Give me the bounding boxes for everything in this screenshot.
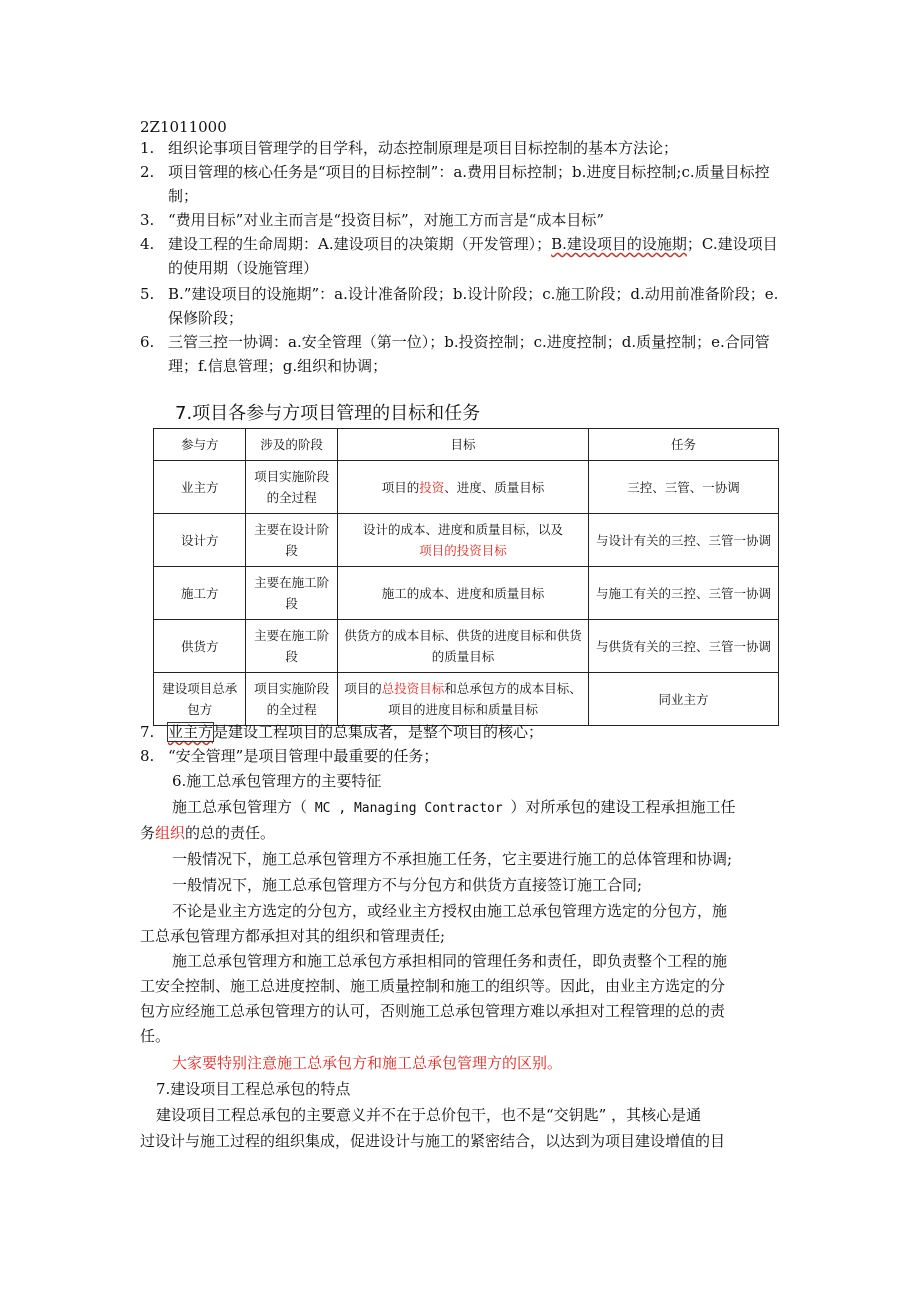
list-item-1 (140, 136, 780, 160)
column-header: 涉及的阶段 (246, 429, 337, 461)
table-row (154, 620, 779, 673)
table-row (154, 514, 779, 567)
list-number: 6. (140, 333, 155, 351)
text-part: 务 (140, 824, 156, 842)
party-cell: 供货方 (154, 620, 246, 673)
section-heading: 7.建设项目工程总承包的特点 (156, 1080, 351, 1098)
list-number: 2. (140, 163, 155, 181)
goal-text: 项目的 (381, 479, 420, 495)
task-cell: 同业主方 (589, 673, 779, 726)
table-row (154, 567, 779, 620)
list-number: 5. (140, 285, 155, 303)
list-number: 1. (140, 139, 155, 157)
stage-cell: 项目实施阶段的全过程 (246, 673, 337, 726)
stage-cell: 主要在施工阶段 (246, 567, 337, 620)
list-text-part: ；C.建设项目的使用期（设施管理） (168, 235, 778, 277)
list-text: “费用目标”对业主而言是“投资目标”，对施工方而言是“成本目标” (168, 211, 605, 229)
paragraph-line: 包方应经施工总承包管理方的认可，否则施工总承包管理方难以承担对工程管理的总的责 (140, 1002, 726, 1020)
list-number: 4. (140, 235, 155, 253)
list-item-4 (140, 232, 780, 280)
goal-cell (337, 673, 588, 726)
task-cell: 三控、三管、一协调 (589, 461, 779, 514)
paragraph-line: 不论是业主方选定的分包方，或经业主方授权由施工总承包管理方选定的分包方，施 (172, 902, 728, 920)
goal-cell: 施工的成本、进度和质量目标 (337, 567, 588, 620)
table-header-row (154, 429, 779, 461)
paragraph-line (140, 823, 275, 843)
list-text (168, 720, 783, 744)
table-row (154, 673, 779, 726)
goal-text: 项目的 (344, 681, 382, 696)
paragraph-line: 建设项目工程总承包的主要意义并不在于总价包干，也不是“交钥匙” ，其核心是通 (156, 1106, 702, 1124)
section-heading: 6.施工总承包管理方的主要特征 (172, 772, 382, 790)
list-item-5 (140, 282, 780, 330)
paragraph-line: 一般情况下，施工总承包管理方不承担施工任务，它主要进行施工的总体管理和协调; (172, 850, 733, 868)
list-text: 三管三控一协调：a.安全管理（第一位）；b.投资控制；c.进度控制；d.质量控制；e.合同管理；f.信息管理；g.组织和协调； (168, 333, 770, 375)
paragraph-line: 施工总承包管理方和施工总承包方承担相同的管理任务和责任，即负责整个工程的施 (172, 952, 728, 970)
list-number: 3. (140, 211, 155, 229)
column-header: 参与方 (154, 429, 246, 461)
underlined-phrase: B.建设项目的设施期 (551, 235, 687, 253)
section-code: 2Z1011000 (140, 118, 227, 136)
goal-text: 设计的成本、进度和质量目标，以及 (362, 522, 563, 537)
paragraph-line: 一般情况下，施工总承包管理方不与分包方和供货方直接签订施工合同; (172, 876, 643, 894)
highlight-text: 组织 (155, 824, 186, 842)
table-title: 7.项目各参与方项目管理的目标和任务 (175, 403, 481, 424)
paragraph-line: 过设计与施工过程的组织集成，促进设计与施工的紧密结合，以达到为项目建设增值的目 (140, 1132, 726, 1150)
party-cell: 建设项目总承包方 (154, 673, 246, 726)
task-cell: 与设计有关的三控、三管一协调 (589, 514, 779, 567)
task-cell: 与供货有关的三控、三管一协调 (589, 620, 779, 673)
paragraph-line: 工总承包管理方都承担对其的组织和管理责任; (140, 927, 446, 945)
list-text-part: 是建设工程项目的总集成者，是整个项目的核心； (213, 723, 544, 741)
column-header: 任务 (589, 429, 779, 461)
list-item-3 (140, 208, 780, 232)
list-number: 7. (140, 723, 155, 741)
text-part: ）对所承包的建设工程承担施工任 (510, 798, 736, 816)
text-part: 的总的责任。 (185, 824, 276, 842)
list-number: 8. (140, 747, 155, 765)
goal-text: 和总承包方的成本目标、项目的进度目标和质量目标 (387, 681, 582, 717)
goal-highlight: 总投资目标 (381, 681, 445, 696)
paragraph-line: 任。 (140, 1027, 171, 1045)
goals-tasks-table (153, 428, 779, 726)
table-row (154, 461, 779, 514)
party-cell: 业主方 (154, 461, 246, 514)
stage-cell: 主要在设计阶段 (246, 514, 337, 567)
list-text: “安全管理”是项目管理中最重要的任务； (168, 747, 439, 765)
list-item-8 (140, 744, 780, 768)
text-part: 施工总承包管理方（ (172, 798, 308, 816)
goal-cell: 供货方的成本目标、供货的进度目标和供货的质量目标 (337, 620, 588, 673)
goal-highlight: 项目的投资目标 (419, 543, 507, 558)
task-cell: 与施工有关的三控、三管一协调 (589, 567, 779, 620)
list-item-6 (140, 330, 780, 378)
list-item-2 (140, 160, 780, 208)
goal-highlight: 投资 (419, 479, 445, 495)
stage-cell: 项目实施阶段的全过程 (246, 461, 337, 514)
paragraph-line (172, 797, 736, 819)
list-item-7 (140, 720, 780, 744)
text-part: MC , Managing Contractor (307, 801, 511, 816)
list-text-part: 建设工程的生命周期：A.建设项目的决策期（开发管理）； (168, 235, 552, 253)
goal-cell (337, 461, 588, 514)
list-text: 项目管理的核心任务是“项目的目标控制”：a.费用目标控制；b.进度目标控制;c.质量目标控制； (168, 163, 770, 205)
list-text (168, 232, 780, 280)
list-text: 组织论事项目管理学的目学科，动态控制原理是项目目标控制的基本方法论； (168, 139, 679, 157)
party-cell: 施工方 (154, 567, 246, 620)
list-text: B.”建设项目的设施期”：a.设计准备阶段；b.设计阶段；c.施工阶段；d.动用前准备阶段；e.保修阶段； (168, 285, 779, 327)
party-cell: 设计方 (154, 514, 246, 567)
attention-note: 大家要特别注意施工总承包方和施工总承包管理方的区别。 (172, 1054, 563, 1072)
column-header: 目标 (337, 429, 588, 461)
stage-cell: 主要在施工阶段 (246, 620, 337, 673)
boxed-phrase: 业主方 (168, 723, 214, 741)
goal-cell (337, 514, 588, 567)
goal-text: 、进度、质量目标 (444, 479, 545, 495)
paragraph-line: 工安全控制、施工总进度控制、施工质量控制和施工的组织等。因此，由业主方选定的分 (140, 977, 726, 995)
